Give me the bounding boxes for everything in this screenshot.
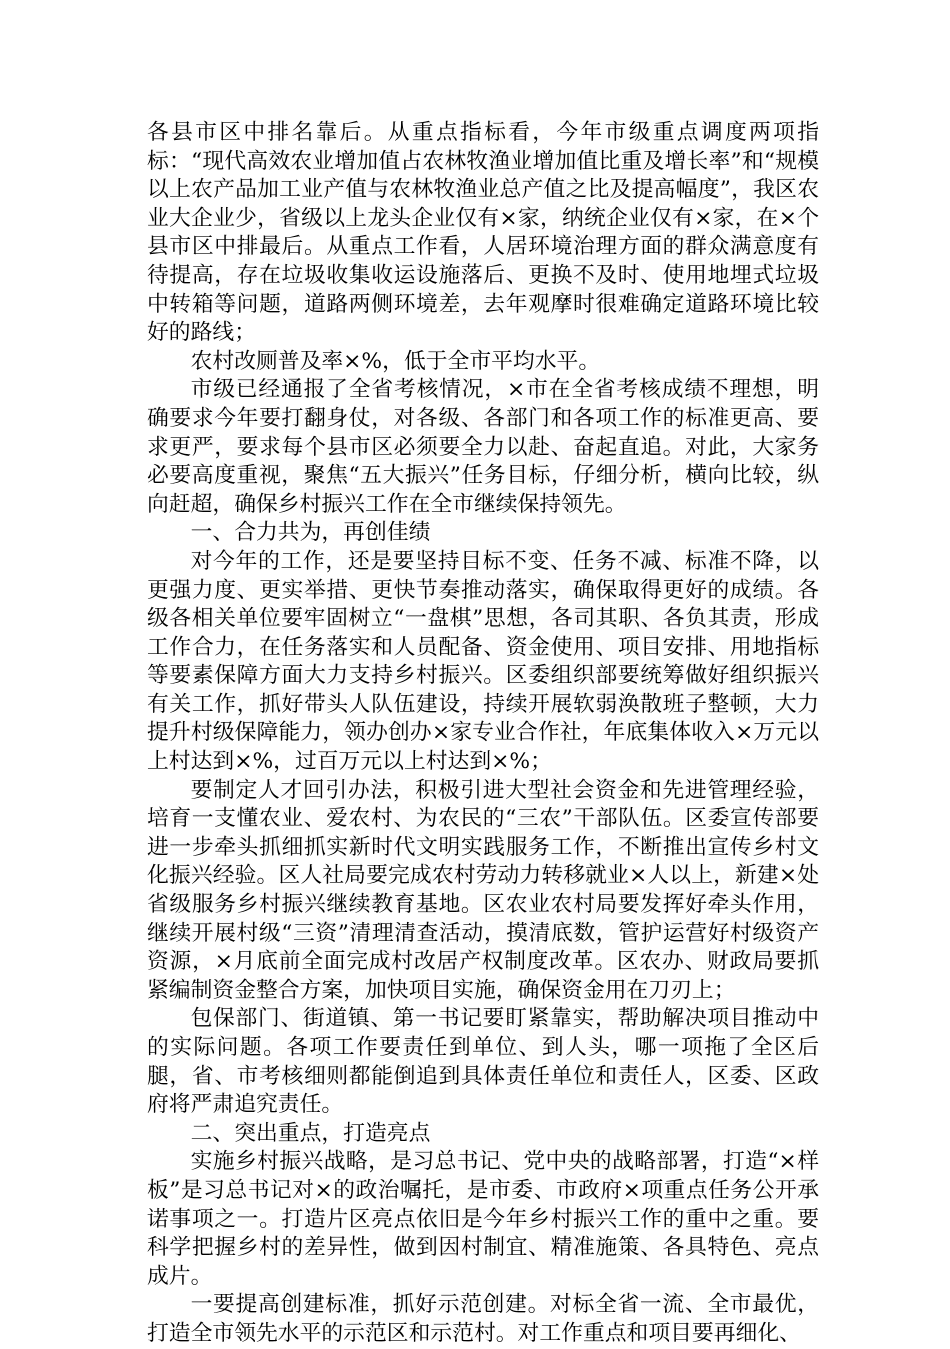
paragraph-demonstration: 一要提高创建标准，抓好示范创建。对标全省一流、全市最优，打造全市领先水平的示范区和示范村。对工作重点和项目要再细化、 [147,1292,819,1346]
paragraph-talent: 要制定人才回引办法，积极引进大型社会资金和先进管理经验，培育一支懂农业、爱农村、为农民的“三农”干部队伍。区委宣传部要进一步牵头抓细抓实新时代文明实践服务工作，不断推出宣传乡村文化振兴经验。区人社局要完成农村劳动力转移就业×人以上，新建×处省级服务乡村振兴继续教育基地。区农业农村局要发挥好牵头作用，继续开展村级“三资”清理清查活动，摸清底数，管护运营好村级资产资源，×月底前全面完成村改居产权制度改革。区农办、财政局要抓紧编制资金整合方案，加快项目实施，确保资金用在刀刃上； [147,777,819,1003]
paragraph-joint-effort: 对今年的工作，还是要坚持目标不变、任务不减、标准不降，以更强力度、更实举措、更快节奏推动落实，确保取得更好的成绩。各级各相关单位要牢固树立“一盘棋”思想，各司其职、各负其责，形成工作合力，在任务落实和人员配备、资金使用、项目安排、用地指标等要素保障方面大力支持乡村振兴。区委组织部要统筹做好组织振兴有关工作，抓好带头人队伍建设，持续开展软弱涣散班子整顿，大力提升村级保障能力，领办创办×家专业合作社，年底集体收入×万元以上村达到×%，过百万元以上村达到×%； [147,548,819,775]
paragraph-ranking-continued: 各县市区中排名靠后。从重点指标看，今年市级重点调度两项指标：“现代高效农业增加值占农林牧渔业增加值比重及增长率”和“规模以上农产品加工业产值与农林牧渔业总产值之比及提高幅度”，我区农业大企业少，省级以上龙头企业仅有×家，纳统企业仅有×家，在×个县市区中排最后。从重点工作看，人居环境治理方面的群众满意度有待提高，存在垃圾收集收运设施落后、更换不及时、使用地埋式垃圾中转箱等问题，道路两侧环境差，去年观摩时很难确定道路环境比较好的路线； [147,120,819,346]
paragraph-strategy: 实施乡村振兴战略，是习总书记、党中央的战略部署，打造“×样板”是习总书记对×的政治嘱托，是市委、市政府×项重点任务公开承诺事项之一。打造片区亮点依旧是今年乡村振兴工作的重中之重。要科学把握乡村的差异性，做到因村制宜、精准施策、各具特色、亮点成片。 [147,1149,819,1289]
section-heading-1: 一、合力共为，再创佳绩 [190,520,431,546]
paragraph-responsibility: 包保部门、街道镇、第一书记要盯紧靠实，帮助解决项目推动中的实际问题。各项工作要责任到单位、到人头，哪一项拖了全区后腿，省、市考核细则都能倒追到具体责任单位和责任人，区委、区政府将严肃追究责任。 [147,1006,819,1118]
paragraph-provincial-assessment: 市级已经通报了全省考核情况，×市在全省考核成绩不理想，明确要求今年要打翻身仗，对各级、各部门和各项工作的标准更高、要求更严，要求每个县市区必须要全力以赴、奋起直追。对此，大家务必要高度重视，聚焦“五大振兴”任务目标，仔细分析，横向比较，纵向赶超，确保乡村振兴工作在全市继续保持领先。 [147,377,819,517]
document-body [147,119,819,1349]
section-heading-2: 二、突出重点，打造亮点 [190,1120,431,1146]
paragraph-toilet-rate: 农村改厕普及率×%，低于全市平均水平。 [190,348,601,374]
